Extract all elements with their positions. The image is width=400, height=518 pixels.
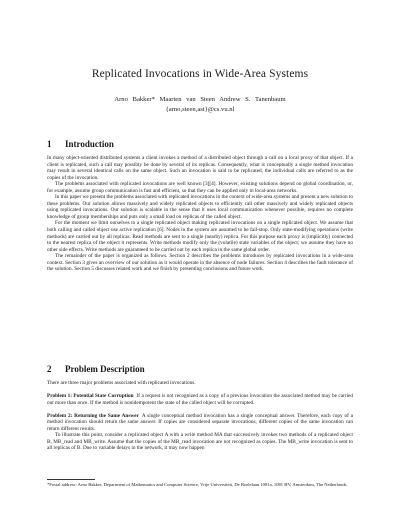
problem-1-heading: Problem 1: Potential State Corruption xyxy=(47,393,134,400)
intro-paragraph: In many object-oriented distributed systems a client invokes a method of a distributed object through a call on a local proxy of that object. If a client is replicated, such a call may possibly be done by several of its replicas. Consequently, what is conceptually a single method invocation may result in several identical calls on the same object. Such an invocation is said to be replicated, the individual calls are referred to as the copies of the invocation. xyxy=(47,155,353,181)
paper-authors: Arno Bakker* Maarten van Steen Andrew S. Tanenbaum xyxy=(114,96,286,103)
section-heading-problem-description xyxy=(47,364,145,374)
problem-2-heading: Problem 2: Returning the Same Answer xyxy=(47,412,139,419)
section-heading-introduction xyxy=(47,139,114,149)
footnote-rule xyxy=(47,479,95,480)
problem-2-paragraph xyxy=(47,413,353,433)
intro-paragraph: The problems associated with replicated invocations are well known [3][4]. However, existing solutions depend on global coordination, or, for example, assume group communication is fast and efficient, so that they can be applied only in local-area networks. xyxy=(47,181,353,194)
section-title: Introduction xyxy=(65,139,114,149)
problem-intro: There are three major problems associated with replicated invocations. xyxy=(47,380,196,386)
section-number: 1 xyxy=(47,139,52,149)
problem-2-text: A single conceptual method invocation has a single conceptual answer. Therefore, each copy of a method invocation should return the same answer. If copies are considered separate invocations, different copies of the same invocation can return different results. xyxy=(47,412,354,432)
problem-description-body xyxy=(47,380,353,452)
intro-paragraph: In this paper we present the problems associated with replicated invocations in the context of wide-area systems and present a new solution to these problems. Our solution allows massively and widely replicated objects to efficiently call other massively and widely replicated objects using replicated invocations. Our solution is scalable in the sense that it uses local communication whenever possible, requires no complete knowledge of group memberships and puts only a small load on replicas of the called object. xyxy=(47,194,353,220)
paper-title: Replicated Invocations in Wide-Area Systems xyxy=(91,68,309,80)
introduction-body xyxy=(47,155,353,273)
problem-1-paragraph xyxy=(47,393,353,406)
section-number: 2 xyxy=(47,364,52,374)
footnote: *Postal address: Arno Bakker, Department of Mathematics and Computer Science, Vrije Universiteit, De Boelelaan 1081a, 1081 HV, Amsterdam, The Netherlands. xyxy=(47,482,348,487)
problem-2-followup: To illustrate this point, consider a replicated object A with a write method MA that successively invokes two methods of a replicated object B, MB_read and MB_write. Assume that the copies of the MB_read invocation are not recognized as copies. The MB_write invocation is sent to all replicas of B. Due to variable delays in the network, it may now happen xyxy=(47,432,353,452)
intro-paragraph: For the moment we limit ourselves to a single replicated object making replicated invocations on a single replicated object. We assume that both calling and called object use active replication [6]. Nodes in the system are assumed to be fail-stop. Only state-modifying operations (write methods) are carried out by all replicas. Read methods are sent to a single (nearby) replica. For this purpose each proxy is (implicitly) connected to the nearest replica of the object it represents. Write methods modify only the (volatile) state variables of the object; we assume they have no other side effects. Write methods are guaranteed to be carried out by each replica in the same global order. xyxy=(47,220,353,253)
section-title: Problem Description xyxy=(65,364,145,374)
intro-paragraph: The remainder of the paper is organized as follows. Section 2 describes the problems introduces by replicated invocations in a wide-area context. Section 3 gives an overview of our solution as it would operate in the absence of node failures. Section 4 describes the fault tolerance of the solution. Section 5 discusses related work and we finish by presenting conclusions and future work. xyxy=(47,253,353,273)
paper-email: {arno,steen,ast}@cs.vu.nl xyxy=(165,106,235,113)
problem-1-text: If a request is not recognized as a copy of a previous invocation the associated method may be carried out more than once. If the method is nonidempotent the state of the called object will be corrupted. xyxy=(47,393,353,406)
